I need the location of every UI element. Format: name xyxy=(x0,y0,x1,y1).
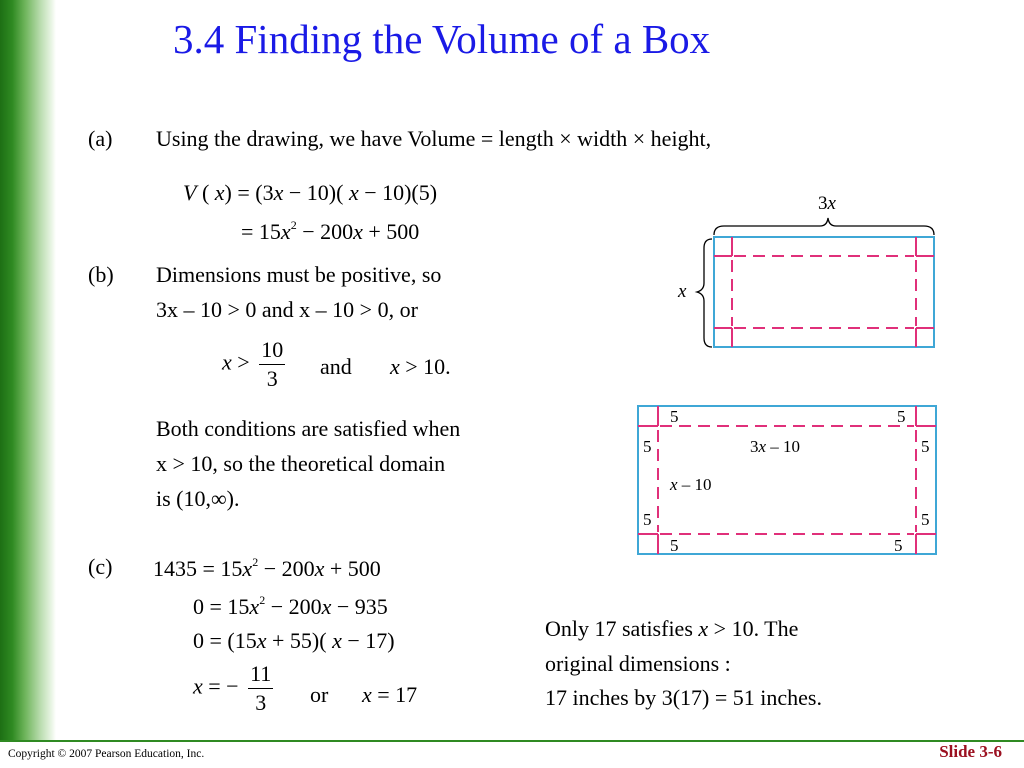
part-c-eq3: 0 = (15x + 55)( x − 17) xyxy=(193,628,395,653)
slide-number: Slide 3-6 xyxy=(939,742,1002,761)
part-b-label: (b) xyxy=(88,262,114,287)
sidebar-gradient xyxy=(0,0,56,742)
part-a-eq2: = $15x^2 - 200x + 500$ xyxy=(241,218,420,244)
ineq1-denominator: 3 xyxy=(266,366,278,391)
length-label: 3x – 10 xyxy=(750,437,801,456)
height-brace xyxy=(697,239,712,347)
conclusion-line1: Only 17 satisfies x > 10. The xyxy=(545,616,799,641)
and-word: and xyxy=(320,354,352,379)
part-c-label: (c) xyxy=(88,554,113,579)
part-c-eq1: $1435 = 15x^2 - 200x + 500$ xyxy=(153,555,381,581)
svg-text:5: 5 xyxy=(897,407,906,426)
part-c-solution2: x = 17 xyxy=(362,682,418,707)
sol-numerator: 11 xyxy=(248,660,273,689)
part-c-solution1: x = − $\frac{11}{3}$ xyxy=(193,661,272,715)
fold-lines xyxy=(732,256,916,328)
sol-denominator: 3 xyxy=(255,690,267,715)
cut-lines xyxy=(714,237,934,347)
slide-title: 3.4 Finding the Volume of a Box xyxy=(173,16,711,62)
or-word: or xyxy=(310,682,329,707)
ineq1-numerator: 10 xyxy=(259,336,285,365)
part-b-inequality2: x > 10. xyxy=(390,354,451,379)
part-b-inequality1: x > $\frac{10}{3}$ xyxy=(222,337,284,391)
svg-text:5: 5 xyxy=(921,437,930,456)
width-brace xyxy=(714,218,934,235)
width-label: x – 10 xyxy=(670,475,712,494)
svg-text:5: 5 xyxy=(643,437,652,456)
part-b-line1: Dimensions must be positive, so xyxy=(156,262,442,287)
box-dimensions-diagram xyxy=(630,400,945,565)
svg-text:5: 5 xyxy=(921,510,930,529)
svg-text:5: 5 xyxy=(894,536,903,555)
part-c-eq2: $0 = 15x^2 - 200x - 935$ xyxy=(193,593,388,619)
copyright: Copyright © 2007 Pearson Education, Inc. xyxy=(8,748,205,760)
width-label-3x: 3x xyxy=(818,193,836,214)
box-net-diagram xyxy=(670,190,950,360)
domain-line2: x > 10, so the theoretical domain xyxy=(156,451,446,476)
part-a-label: (a) xyxy=(88,126,113,151)
domain-line3: is (10,∞). xyxy=(156,486,240,511)
sheet-outline xyxy=(714,237,934,347)
height-label-x: x xyxy=(678,281,687,302)
conclusion-line3: 17 inches by 3(17) = 51 inches. xyxy=(545,685,822,710)
part-a-text: Using the drawing, we have Volume = length × width × height, xyxy=(156,126,712,151)
conclusion-line2: original dimensions : xyxy=(545,651,731,676)
svg-text:5: 5 xyxy=(670,407,679,426)
svg-text:5: 5 xyxy=(643,510,652,529)
part-b-line2: 3x – 10 > 0 and x – 10 > 0, or xyxy=(156,297,418,322)
domain-line1: Both conditions are satisfied when xyxy=(156,416,461,441)
svg-text:5: 5 xyxy=(670,536,679,555)
part-a-eq1: V ( x) = (3x − 10)( x − 10)(5) xyxy=(183,180,438,205)
footer-rule xyxy=(0,740,1024,742)
